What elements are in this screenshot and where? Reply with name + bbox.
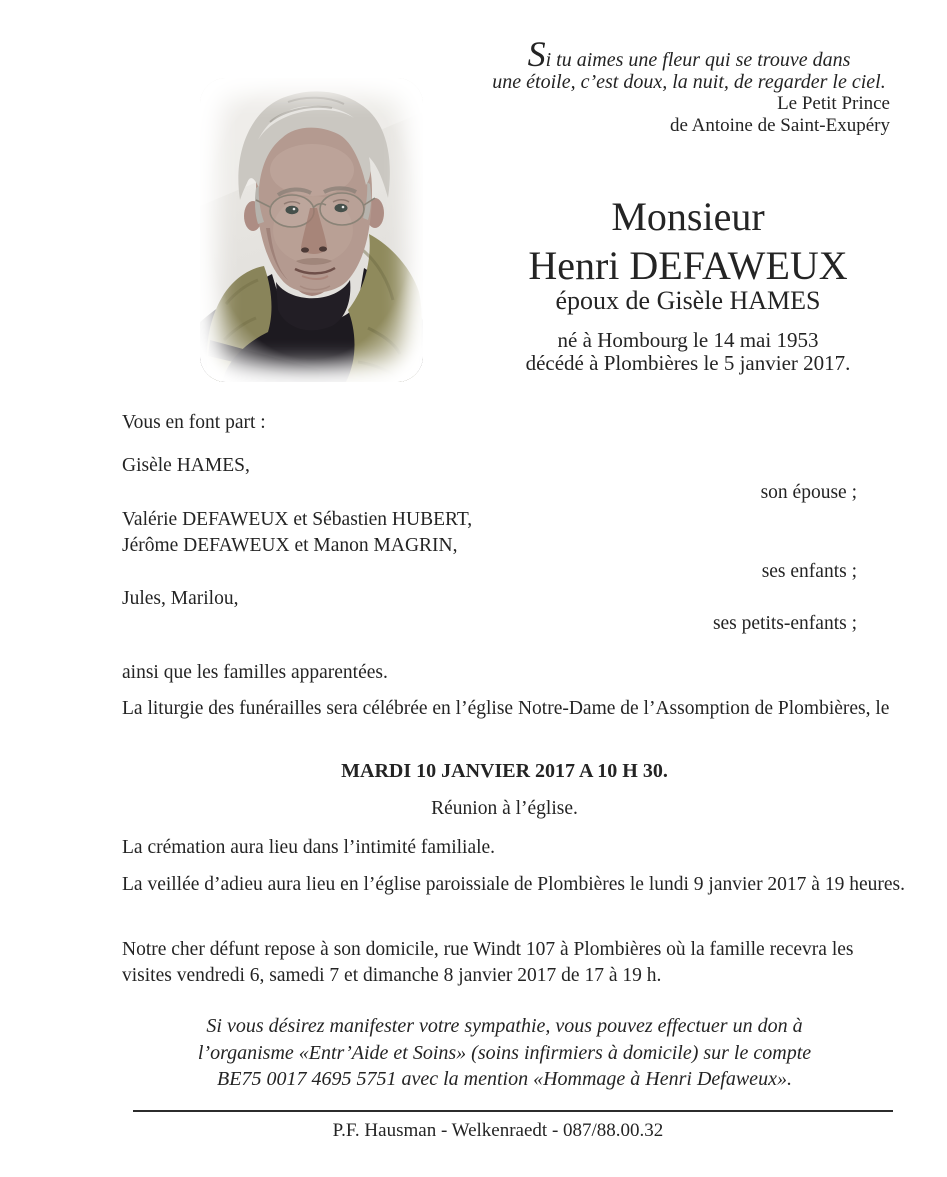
quote-attribution-work: Le Petit Prince: [777, 93, 890, 114]
donation-line-1: Si vous désirez manifester votre sympathie, vous pouvez effectuer un don à: [206, 1015, 803, 1037]
liturgy-paragraph: La liturgie des funérailles sera célébrée en l’église Notre-Dame de l’Assomption de Plombières, le: [122, 698, 890, 719]
family-spouse-relation: son épouse ;: [760, 482, 857, 503]
quote-initial: S: [527, 34, 546, 74]
donation-line-2: l’organisme «Entr’Aide et Soins» (soins infirmiers à domicile) sur le compte: [197, 1042, 812, 1064]
deceased-death-line: décédé à Plombières le 5 janvier 2017.: [525, 351, 851, 375]
family-children-line-2: Jérôme DEFAWEUX et Manon MAGRIN,: [122, 535, 458, 556]
funeral-home-line: P.F. Hausman - Welkenraedt - 087/88.00.32: [332, 1120, 664, 1141]
footer-divider: [133, 1110, 893, 1112]
donation-line-3: BE75 0017 4695 5751 avec la mention «Hommage à Henri Defaweux».: [217, 1068, 792, 1090]
deceased-birth-line: né à Hombourg le 14 mai 1953: [557, 328, 819, 352]
families-line: ainsi que les familles apparentées.: [122, 662, 388, 683]
quote-line-1-text: i tu aimes une fleur qui se trouve dans: [545, 49, 851, 71]
quote-attribution-author: de Antoine de Saint-Exupéry: [669, 115, 890, 136]
quote-line-1: [488, 34, 890, 74]
deceased-salutation: Monsieur: [611, 194, 765, 239]
cremation-line: La crémation aura lieu dans l’intimité familiale.: [122, 837, 496, 858]
family-grandchildren-names: Jules, Marilou,: [122, 588, 239, 609]
portrait-illustration: [200, 78, 423, 382]
vigil-paragraph: La veillée d’adieu aura lieu en l’église paroissiale de Plombières le lundi 9 janvier 2017 à 19 heures.: [122, 874, 905, 895]
family-grandchildren-relation: ses petits-enfants ;: [712, 613, 857, 634]
ceremony-date-line: MARDI 10 JANVIER 2017 A 10 H 30.: [341, 760, 668, 782]
family-children-line-1: Valérie DEFAWEUX et Sébastien HUBERT,: [122, 509, 473, 530]
family-spouse-names: Gisèle HAMES,: [122, 455, 250, 476]
quote-line-2: une étoile, c’est doux, la nuit, de regarder le ciel.: [492, 71, 886, 93]
ceremony-meeting-line: Réunion à l’église.: [431, 798, 578, 819]
visitation-paragraph: Notre cher défunt repose à son domicile, rue Windt 107 à Plombières où la famille recevra les visites vendredi 6, samedi 7 et dimanche 8 janvier 2017 de 17 à 19 h.: [122, 939, 854, 986]
quote-block: [488, 34, 890, 137]
announcement-intro: Vous en font part :: [122, 412, 266, 433]
deceased-spouse-line: époux de Gisèle HAMES: [555, 286, 821, 315]
portrait-photo: [200, 78, 423, 382]
family-children-relation: ses enfants ;: [761, 561, 857, 582]
deceased-name: Henri DEFAWEUX: [528, 243, 848, 288]
